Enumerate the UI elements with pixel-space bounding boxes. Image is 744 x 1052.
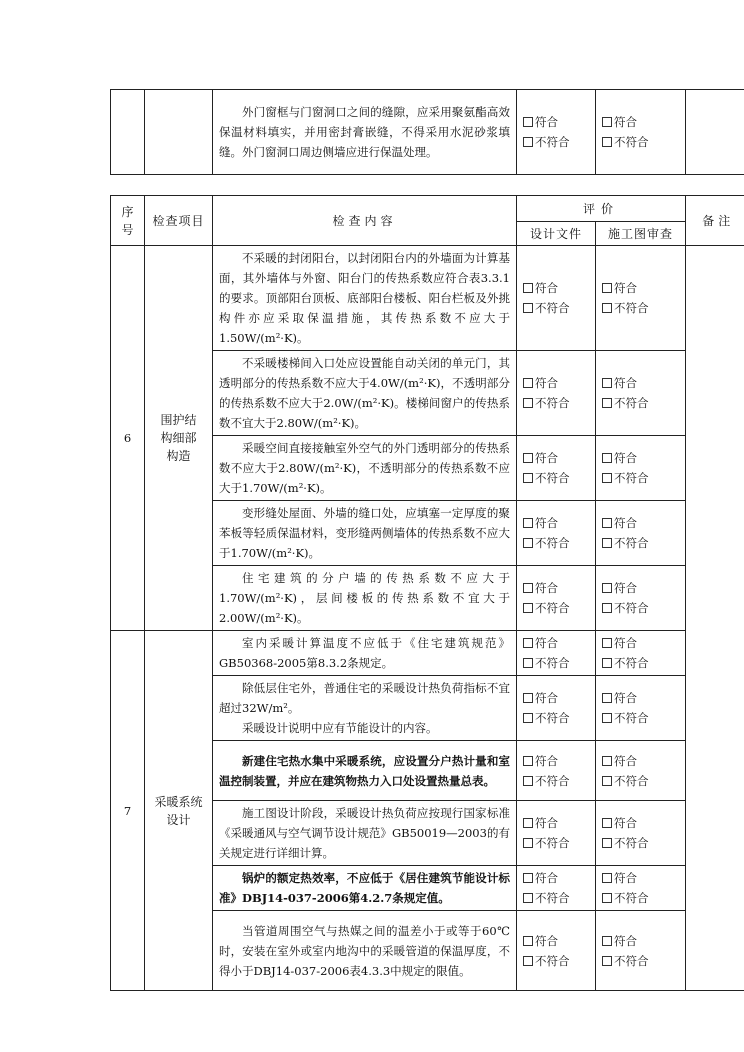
design-eval-cell [517,351,596,436]
content-cell [213,351,517,436]
checkbox[interactable] [602,453,612,463]
design-eval-cell [517,676,596,741]
fail-label: 不符合 [614,891,649,905]
checkbox[interactable] [523,398,533,408]
item-cell [145,90,213,175]
fail-label: 不符合 [535,601,570,615]
checkbox[interactable] [523,117,533,127]
content-cell [213,741,517,801]
pass-label: 符合 [614,451,637,465]
pass-label: 符合 [535,691,558,705]
fail-label: 不符合 [614,773,649,788]
checkbox[interactable] [523,378,533,388]
pass-label: 符合 [614,691,637,705]
checkbox[interactable] [602,658,612,668]
checkbox[interactable] [523,756,533,766]
checkbox[interactable] [602,603,612,613]
fail-label: 不符合 [535,301,570,315]
pass-label: 符合 [535,516,558,530]
review-eval-cell [596,866,686,911]
checkbox[interactable] [523,658,533,668]
fail-label: 不符合 [614,396,649,410]
checkbox[interactable] [523,713,533,723]
checkbox[interactable] [523,137,533,147]
content-text: 住宅建筑的分户墙的传热系数不应大于1.70W/(m²·K)，层间楼板的传热系数不宜大于2.00W/(m²·K)。 [219,571,510,625]
review-eval-cell [596,566,686,631]
content-cell [213,501,517,566]
checkbox[interactable] [602,756,612,766]
checkbox[interactable] [602,838,612,848]
checkbox[interactable] [523,936,533,946]
checkbox[interactable] [523,303,533,313]
content-text: 锅炉的额定热效率，不应低于《居住建筑节能设计标准》DBJ14-037-2006第4.2.7条规定值。 [219,871,510,905]
fail-label: 不符合 [614,601,649,615]
checkbox[interactable] [602,956,612,966]
fail-label: 不符合 [535,953,570,968]
group-no: 6 [111,246,145,631]
pass-label: 符合 [614,933,637,948]
review-eval-cell [596,741,686,801]
header-no: 序 号 [111,196,145,246]
review-eval-cell [596,246,686,351]
checkbox[interactable] [602,776,612,786]
pass-label: 符合 [535,753,558,768]
checkbox[interactable] [602,638,612,648]
content-text: 不采暖的封闭阳台，以封闭阳台内的外墙面为计算基面，其外墙体与外窗、阳台门的传热系数应符合表3.3.1的要求。顶部阳台顶板、底部阳台楼板、阳台栏板及外挑构件亦应采取保温措施，其传热系数不应大于1.50W/(m²·K)。 [219,251,510,345]
fail-label: 不符合 [614,711,649,725]
pass-label: 符合 [614,753,637,768]
checkbox[interactable] [523,538,533,548]
fail-label: 不符合 [535,891,570,905]
pass-label: 符合 [614,376,637,390]
pass-label: 符合 [535,871,558,885]
continued-table [110,89,744,175]
content-cell [213,90,517,175]
fail-label: 不符合 [535,536,570,550]
fail-label: 不符合 [614,836,649,850]
review-eval-cell [596,631,686,676]
header-remarks: 备注 [686,196,744,246]
checkbox[interactable] [602,693,612,703]
pass-label: 符合 [614,281,637,295]
fail-label: 不符合 [535,773,570,788]
content-text: 当管道周围空气与热媒之间的温差小于或等于60℃时，安装在室外或室内地沟中的采暖管道的保温厚度，不得小于DBJ14-037-2006表4.3.3中规定的限值。 [219,923,510,978]
review-eval-cell [596,436,686,501]
pass-label: 符合 [535,115,558,129]
pass-label: 符合 [614,871,637,885]
checkbox[interactable] [523,518,533,528]
checkbox[interactable] [523,838,533,848]
fail-label: 不符合 [535,711,570,725]
header-evaluation: 评价 [517,196,686,222]
checkbox[interactable] [602,303,612,313]
checkbox[interactable] [602,378,612,388]
fail-label: 不符合 [614,656,649,670]
checkbox[interactable] [602,936,612,946]
checkbox[interactable] [602,137,612,147]
checkbox[interactable] [523,473,533,483]
fail-label: 不符合 [614,536,649,550]
checkbox[interactable] [523,873,533,883]
checkbox[interactable] [523,638,533,648]
pass-label: 符合 [535,281,558,295]
design-eval-cell [517,90,596,175]
pass-label: 符合 [614,115,637,129]
no-cell [111,90,145,175]
checkbox[interactable] [523,453,533,463]
content-text: 室内采暖计算温度不应低于《住宅建筑规范》GB50368-2005第8.3.2条规定。 [219,636,510,670]
pass-label: 符合 [614,816,637,830]
content-text: 变形缝处屋面、外墙的缝口处，应填塞一定厚度的聚苯板等轻质保温材料，变形缝两侧墙体的传热系数不应大于1.70W/(m²·K)。 [219,506,510,560]
checkbox[interactable] [602,538,612,548]
header-row [111,196,744,222]
checkbox[interactable] [523,693,533,703]
content-cell [213,246,517,351]
design-eval-cell [517,741,596,801]
fail-label: 不符合 [614,135,649,149]
pass-label: 符合 [614,516,637,530]
content-text: 外门窗框与门窗洞口之间的缝隙，应采用聚氨酯高效保温材料填实，并用密封膏嵌缝，不得采用水泥砂浆填缝。外门窗洞口周边侧墙应进行保温处理。 [219,105,510,159]
design-eval-cell [517,566,596,631]
checkbox[interactable] [602,818,612,828]
checkbox[interactable] [602,873,612,883]
checkbox[interactable] [602,283,612,293]
review-eval-cell [596,501,686,566]
design-eval-cell [517,801,596,866]
group-no: 7 [111,631,145,991]
pass-label: 符合 [535,581,558,595]
review-eval-cell [596,801,686,866]
design-eval-cell [517,631,596,676]
content-text: 新建住宅热水集中采暖系统，应设置分户热计量和室温控制装置，并应在建筑物热力入口处设置热量总表。 [219,753,510,788]
checkbox[interactable] [602,398,612,408]
content-text: 除低层住宅外，普通住宅的采暖设计热负荷指标不宜超过32W/m²。 [219,681,510,715]
header-item: 检查项目 [145,196,213,246]
table-row [111,90,744,175]
pass-label: 符合 [535,451,558,465]
content-text: 采暖空间直接接触室外空气的外门透明部分的传热系数不应大于2.80W/(m²·K)，不透明部分的传热系数不应大于1.70W/(m²·K)。 [219,441,510,495]
checkbox[interactable] [523,603,533,613]
group-item: 采暖系统 设计 [145,631,213,991]
design-eval-cell [517,866,596,911]
content-cell [213,566,517,631]
fail-label: 不符合 [535,135,570,149]
content-cell [213,911,517,991]
remarks-cell [686,90,744,175]
fail-label: 不符合 [535,836,570,850]
content-text: 不采暖楼梯间入口处应设置能自动关闭的单元门，其透明部分的传热系数不应大于4.0W/(m²·K)，不透明部分的传热系数不应大于2.0W/(m²·K)。楼梯间窗户的传热系数不宜大于2.80W/(m²·K)。 [219,356,510,430]
design-eval-cell [517,501,596,566]
pass-label: 符合 [535,636,558,650]
fail-label: 不符合 [614,953,649,968]
checkbox[interactable] [602,893,612,903]
checkbox[interactable] [602,583,612,593]
design-eval-cell [517,436,596,501]
fail-label: 不符合 [614,301,649,315]
pass-label: 符合 [535,376,558,390]
content-text: 施工图设计阶段，采暖设计热负荷应按现行国家标准《采暖通风与空气调节设计规范》GB50019—2003的有关规定进行详细计算。 [219,806,510,860]
remarks-cell [686,246,744,991]
review-eval-cell [596,911,686,991]
checkbox[interactable] [523,583,533,593]
design-eval-cell [517,246,596,351]
checkbox[interactable] [523,818,533,828]
checkbox[interactable] [602,518,612,528]
content-cell [213,436,517,501]
pass-label: 符合 [614,636,637,650]
header-design-docs: 设计文件 [517,222,596,246]
fail-label: 不符合 [535,471,570,485]
header-review: 施工图审查 [596,222,686,246]
content-text: 采暖设计说明中应有节能设计的内容。 [242,721,438,735]
checkbox[interactable] [602,713,612,723]
fail-label: 不符合 [535,656,570,670]
review-eval-cell [596,351,686,436]
inspection-table [110,195,744,991]
checkbox[interactable] [523,956,533,966]
checkbox[interactable] [523,776,533,786]
fail-label: 不符合 [535,396,570,410]
group-item: 围护结 构细部 构造 [145,246,213,631]
checkbox[interactable] [602,473,612,483]
fail-label: 不符合 [614,471,649,485]
pass-label: 符合 [535,816,558,830]
header-content: 检查内容 [213,196,517,246]
content-cell [213,801,517,866]
content-cell [213,676,517,741]
design-eval-cell [517,911,596,991]
pass-label: 符合 [614,581,637,595]
table-row [111,246,744,351]
content-cell [213,631,517,676]
review-eval-cell [596,676,686,741]
checkbox[interactable] [602,117,612,127]
table-row [111,631,744,676]
review-eval-cell [596,90,686,175]
content-cell [213,866,517,911]
checkbox[interactable] [523,283,533,293]
pass-label: 符合 [535,933,558,948]
checkbox[interactable] [523,893,533,903]
